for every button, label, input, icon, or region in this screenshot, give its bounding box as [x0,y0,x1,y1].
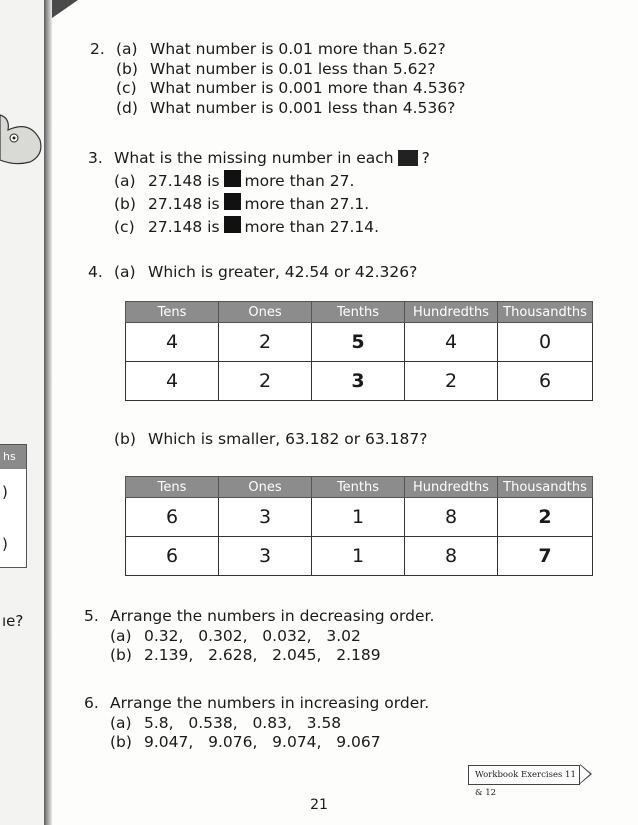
item-text: What number is 0.001 more than 4.536? [150,79,466,97]
workbook-reference-tag: Workbook Exercises 11 & 12 [468,765,580,785]
table-cell: 8 [405,498,498,537]
adjacent-paren: ) [2,483,8,501]
question-5 [84,607,435,666]
item-text: 2.139, 2.628, 2.045, 2.189 [144,646,381,664]
missing-number-box [224,193,241,210]
item-text: more than 27. [244,172,355,190]
adjacent-page-fragment [0,0,44,825]
table-cell: 3 [219,537,312,576]
question-number: 3. [88,149,103,167]
question-item [114,263,417,283]
place-value-table-a [125,301,593,401]
item-text: 9.047, 9.076, 9.074, 9.067 [144,733,381,751]
adjacent-table-fragment [0,444,27,568]
table-cell: 3 [219,498,312,537]
table-header-row [126,302,593,323]
question-4a [88,263,418,283]
question-item [114,430,428,450]
item-label: (b) [110,646,132,664]
question-4b [114,430,428,450]
item-label: (b) [114,430,136,448]
question-number: 2. [90,40,105,58]
item-text: 27.148 is [148,218,220,236]
table-cell-highlight: 2 [498,498,593,537]
item-text: What number is 0.01 more than 5.62? [150,40,446,58]
question-prompt [114,147,430,170]
table-cell: 6 [126,498,219,537]
question-2 [90,40,466,118]
table-cell: 0 [498,323,593,362]
item-text: What number is 0.01 less than 5.62? [150,59,436,78]
table-row [126,498,593,537]
question-prompt: Arrange the numbers in increasing order. [110,694,430,712]
item-label: (b) [116,59,138,78]
item-label: (a) [110,713,132,732]
header-hundredths: Hundredths [405,302,498,323]
item-text: more than 27.1. [244,195,370,213]
tag-arrow-inner [580,765,590,783]
page-number: 21 [310,797,328,813]
question-item [116,60,466,80]
table-cell: 1 [312,537,405,576]
table-cell: 1 [312,498,405,537]
question-item [110,714,429,734]
item-label: (c) [116,79,137,97]
question-number: 5. [84,607,99,625]
header-thousandths: Thousandths [498,477,593,498]
question-number: 4. [88,263,103,281]
table-header-row [126,477,593,498]
table-row [126,323,593,362]
table-cell: 6 [498,362,593,401]
question-number: 6. [84,694,99,712]
table-cell-highlight: 5 [312,323,405,362]
question-item [114,193,430,216]
book-spine [44,0,52,825]
prompt-text: ? [421,149,430,167]
header-ones: Ones [219,302,312,323]
adjacent-paren: ) [2,535,8,553]
table-cell: 2 [219,323,312,362]
item-text: Which is smaller, 63.182 or 63.187? [148,430,428,448]
table-cell: 4 [126,362,219,401]
question-6 [84,694,430,753]
item-text: 5.8, 0.538, 0.83, 3.58 [144,713,342,732]
item-label: (b) [110,733,132,751]
item-label: (a) [114,172,136,190]
question-item [116,40,466,60]
question-item [110,733,429,753]
item-text: What number is 0.001 less than 4.536? [150,98,456,117]
item-label: (a) [116,40,138,58]
header-tenths: Tenths [312,477,405,498]
table-cell: 6 [126,537,219,576]
question-prompt: Arrange the numbers in decreasing order. [110,607,435,625]
question-3 [88,147,430,239]
cartoon-character-fragment [0,110,44,170]
item-label: (d) [116,98,138,117]
header-thousandths: Thousandths [498,302,593,323]
item-label: (b) [114,195,136,213]
table-cell-highlight: 3 [312,362,405,401]
place-value-table-b [125,476,593,576]
header-tens: Tens [126,302,219,323]
item-label: (a) [110,626,132,645]
question-item [114,170,430,193]
table-cell: 4 [405,323,498,362]
item-text: 27.148 is [148,195,220,213]
item-text: 0.32, 0.302, 0.032, 3.02 [144,626,361,645]
item-text: 27.148 is [148,172,220,190]
missing-number-box [224,170,241,187]
table-cell: 2 [405,362,498,401]
item-label: (c) [114,218,135,236]
table-cell: 8 [405,537,498,576]
prompt-text: What is the missing number in each [114,149,394,167]
missing-number-box [224,216,241,233]
item-label: (a) [114,263,136,281]
table-cell-highlight: 7 [498,537,593,576]
header-ones: Ones [219,477,312,498]
table-cell: 4 [126,323,219,362]
header-hundredths: Hundredths [405,477,498,498]
question-item [110,627,434,647]
item-text: Which is greater, 42.54 or 42.326? [148,263,418,281]
adjacent-text-fragment: ıe? [2,612,24,630]
table-row [126,362,593,401]
question-item [114,216,430,239]
page-corner [52,0,78,18]
question-item [116,79,466,99]
missing-number-box-icon [398,150,418,166]
header-tenths: Tenths [312,302,405,323]
adjacent-table-header: hs [0,445,26,469]
table-cell: 2 [219,362,312,401]
header-tens: Tens [126,477,219,498]
table-row [126,537,593,576]
item-text: more than 27.14. [244,218,380,236]
question-item [116,99,466,119]
question-item [110,646,434,666]
